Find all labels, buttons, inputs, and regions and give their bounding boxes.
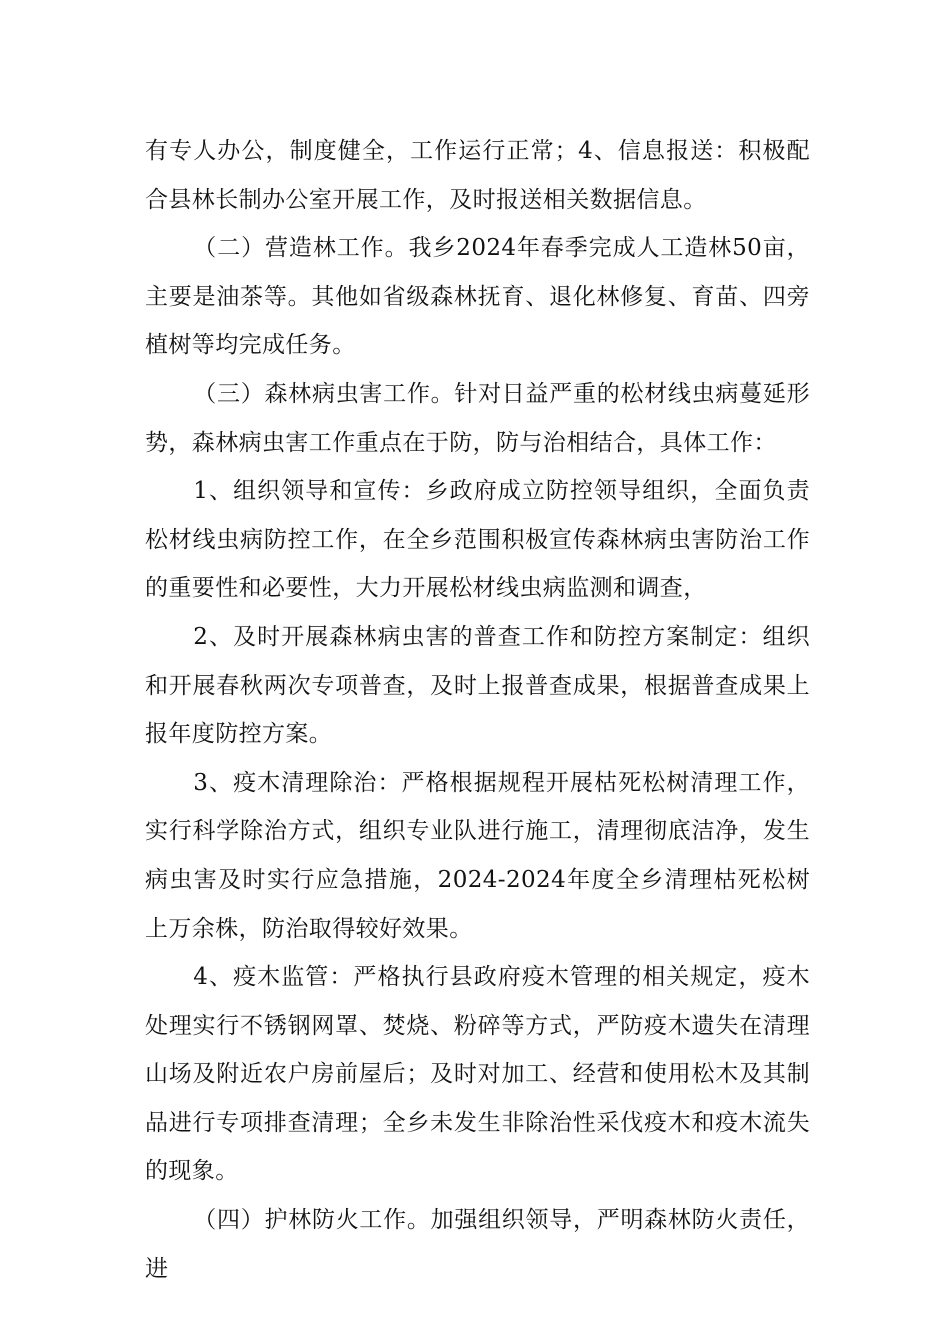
paragraph-item-4: 4、疫木监管：严格执行县政府疫木管理的相关规定，疫木处理实行不锈钢网罩、焚烧、粉碎等方式，严防疫木遗失在清理山场及附近农户房前屋后；及时对加工、经营和使用松木及其制品进行专项排查清理；全乡未发生非除治性采伐疫木和疫木流失的现象。: [145, 964, 810, 1185]
paragraph-afforestation: （二）营造林工作。我乡2024年春季完成人工造林50亩，主要是油茶等。其他如省级森林抚育、退化林修复、育苗、四旁植树等均完成任务。: [145, 235, 810, 359]
paragraph-item-2: 2、及时开展森林病虫害的普查工作和防控方案制定：组织和开展春秋两次专项普查，及时上报普查成果，根据普查成果上报年度防控方案。: [145, 623, 810, 748]
paragraph-fire-prevention: （四）护林防火工作。加强组织领导，严明森林防火责任，进: [145, 1207, 810, 1282]
paragraph-item-3: 3、疫木清理除治：严格根据规程开展枯死松树清理工作，实行科学除治方式，组织专业队进行施工，清理彻底洁净，发生病虫害及时实行应急措施，2024-2024年度全乡清理枯死松树上万余株，防治取得较好效果。: [145, 769, 810, 942]
paragraph-pest-control: （三）森林病虫害工作。针对日益严重的松材线虫病蔓延形势，森林病虫害工作重点在于防，防与治相结合，具体工作：: [145, 380, 810, 456]
paragraph-item-1: 1、组织领导和宣传：乡政府成立防控领导组织，全面负责松材线虫病防控工作，在全乡范围积极宣传森林病虫害防治工作的重要性和必要性，大力开展松材线虫病监测和调查，: [145, 478, 810, 602]
paragraph-continuation: 有专人办公，制度健全，工作运行正常；4、信息报送：积极配合县林长制办公室开展工作，及时报送相关数据信息。: [145, 138, 810, 213]
document-body: [145, 127, 810, 1293]
